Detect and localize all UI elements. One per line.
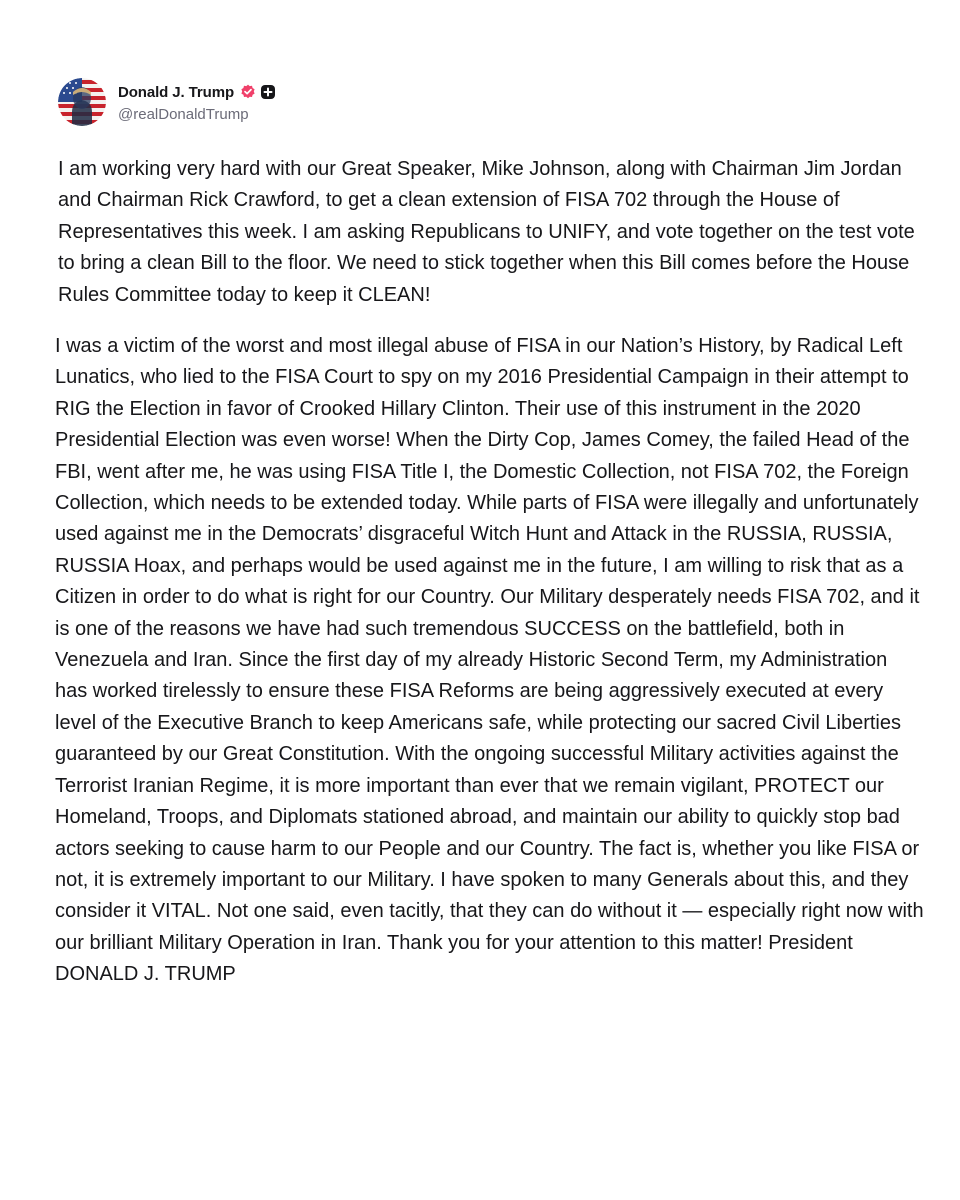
- verified-badge-icon: [240, 84, 256, 100]
- post-header: [58, 76, 275, 128]
- post-paragraph-1: I am working very hard with our Great Speaker, Mike Johnson, along with Chairman Jim Jordan and Chairman Rick Crawford, to get a clean extension of FISA 702 through the House of Representatives this week. I am asking Republicans to UNIFY, and vote together on the test vote to bring a clean Bill to the floor. We need to stick together when this Bill comes before the House Rules Committee today to keep it CLEAN!: [58, 158, 915, 306]
- author-handle[interactable]: @realDonaldTrump: [118, 106, 249, 123]
- plus-badge-icon: [261, 85, 275, 99]
- author-display-name[interactable]: Donald J. Trump: [118, 83, 235, 101]
- avatar-image: [58, 78, 106, 126]
- author-identity: [118, 81, 275, 123]
- avatar[interactable]: [58, 78, 106, 126]
- post-paragraph-2: I was a victim of the worst and most illegal abuse of FISA in our Nation’s History, by Radical Left Lunatics, who lied to the FISA Court to spy on my 2016 Presidential Campaign in their attempt to RIG the Election in favor of Crooked Hillary Clinton. Their use of this instrument in the 2020 Presidential Election was even worse! When the Dirty Cop, James Comey, the failed Head of the FBI, went after me, he was using FISA Title I, the Domestic Collection, not FISA 702, the Foreign Collection, which needs to be extended today. While parts of FISA were illegally and unfortunately used against me in the Democrats’ disgraceful Witch Hunt and Attack in the RUSSIA, RUSSIA, RUSSIA Hoax, and perhaps would be used against me in the future, I am willing to risk that as a Citizen in order to do what is right for our Country. Our Military desperately needs FISA 702, and it is one of the reasons we have had such tremendous SUCCESS on the battlefield, both in Venezuela and Iran. Since the first day of my already Historic Second Term, my Administration has worked tirelessly to ensure these FISA Reforms are being aggressively executed at every level of the Executive Branch to keep Americans safe, while protecting our sacred Civil Liberties guaranteed by our Great Constitution. With the ongoing successful Military activities against the Terrorist Iranian Regime, it is more important than ever that we remain vigilant, PROTECT our Homeland, Troops, and Diplomats stationed abroad, and maintain our ability to quickly stop bad actors seeking to cause harm to our People and our Country. The fact is, whether you like FISA or not, it is extremely important to our Military. I have spoken to many Generals about this, and they consider it VITAL. Not one said, even tacitly, that they can do without it — especially right now with our brilliant Military Operation in Iran. Thank you for your attention to this matter! President DONALD J. TRUMP: [55, 335, 924, 986]
- name-row: [118, 81, 275, 103]
